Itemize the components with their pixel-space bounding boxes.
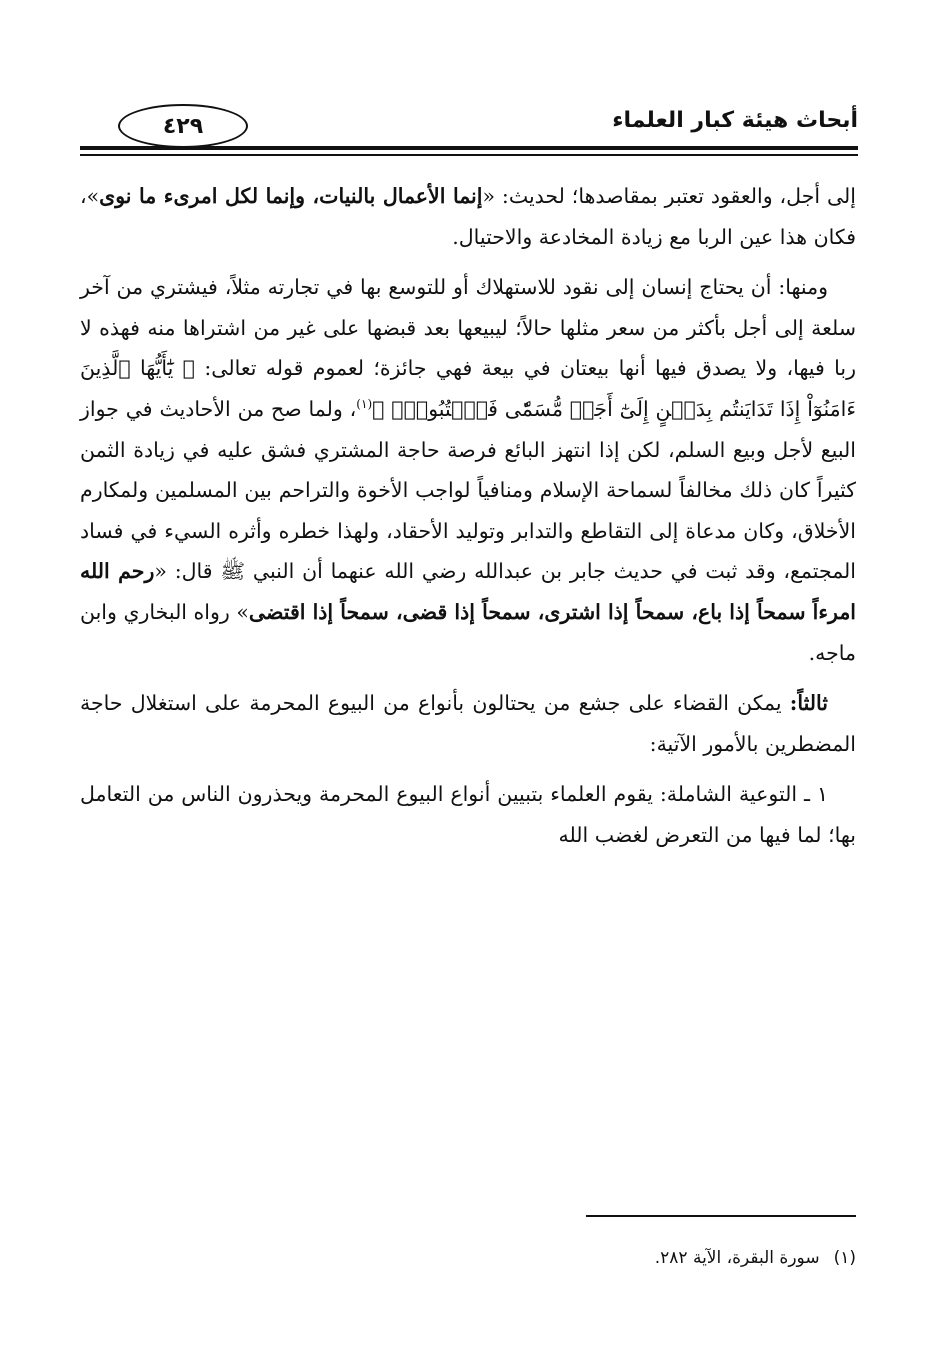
p3-text: يمكن القضاء على جشع من يحتالون بأنواع من البيوع المحرمة على استغلال حاجة المضطرين بالأمور الآتية:: [80, 691, 856, 756]
footnote-reference[interactable]: (١): [356, 397, 373, 412]
paragraph-2: [80, 267, 856, 673]
p2-text-b: ، ولما صح من الأحاديث في جواز البيع لأجل وبيع السلم، لكن إذا انتهز البائع فرصة حاجة المشتري فشق عليه في زيادة الثمن كثيراً كان ذلك مخالفاً لسماحة الإسلام ومنافياً لواجب الأخوة والتراحم بين المسلمين ولمكارم الأخلاق، وكان مدعاة إلى التقاطع والتدابر وتوليد الأحقاد، ولهذا خطره وأثره السيء في فساد المجتمع، وقد ثبت في حديث جابر بن عبدالله رضي الله عنهما أن النبي ﷺ قال: «: [80, 396, 857, 584]
p4-text: ١ ـ التوعية الشاملة: يقوم العلماء بتبيين أنواع البيوع المحرمة ويحذرون الناس من التعامل بها؛ لما فيها من التعرض لغضب الله: [80, 782, 856, 847]
paragraph-1: [80, 176, 856, 257]
p2-text-c: » رواه البخاري وابن ماجه.: [80, 599, 856, 665]
footnote-text: سورة البقرة، الآية ٢٨٢.: [654, 1248, 820, 1268]
page-body: [80, 176, 856, 866]
p1-hadith: إنما الأعمال بالنيات، وإنما لكل امرىء ما نوى: [99, 184, 483, 208]
footnote: [655, 1248, 856, 1268]
footnote-mark: (١): [833, 1248, 856, 1268]
page-number: ٤٢٩: [118, 104, 248, 148]
p2-text-a: ومنها: أن يحتاج إنسان إلى نقود للاستهلاك أو للتوسع بها في تجارته مثلاً، فيشتري من آخر سلعة إلى أجل بأكثر من سعر مثلها حالاً؛ ليبيعها بعد قبضها على غير من اشتراها منه فهذه لا ربا فيها، ولا يصدق فيها أنها بيعتان في بيعة فهي جائزة؛ لعموم قوله تعالى:: [80, 275, 856, 381]
book-title: أبحاث هيئة كبار العلماء: [612, 108, 858, 133]
p1-text-c: »، فكان هذا عين الربا مع زيادة المخادعة والاحتيال.: [80, 184, 856, 249]
page-header: [80, 96, 858, 166]
paragraph-4: [80, 774, 856, 855]
footnote-separator: [586, 1215, 856, 1217]
paragraph-3: [80, 683, 856, 764]
p2-quran-verse: ﴿ يَٰٓأَيُّهَا ٱلَّذِينَ ءَامَنُوٓاْ إِذَا تَدَايَنتُم بِدَيۡنٍ إِلَىٰٓ أَجَلٖ مُّسَمّٗى فَٱكۡتُبُوهُۚ ﴾: [80, 356, 856, 421]
header-rule-thin: [80, 154, 858, 156]
p2-hadith: رحم الله امرءاً سمحاً إذا باع، سمحاً إذا اشترى، سمحاً إذا قضى، سمحاً إذا اقتضى: [80, 559, 856, 624]
p3-label: ثالثاً:: [789, 691, 828, 716]
p1-text-a: إلى أجل، والعقود تعتبر بمقاصدها؛ لحديث: «: [482, 184, 856, 208]
